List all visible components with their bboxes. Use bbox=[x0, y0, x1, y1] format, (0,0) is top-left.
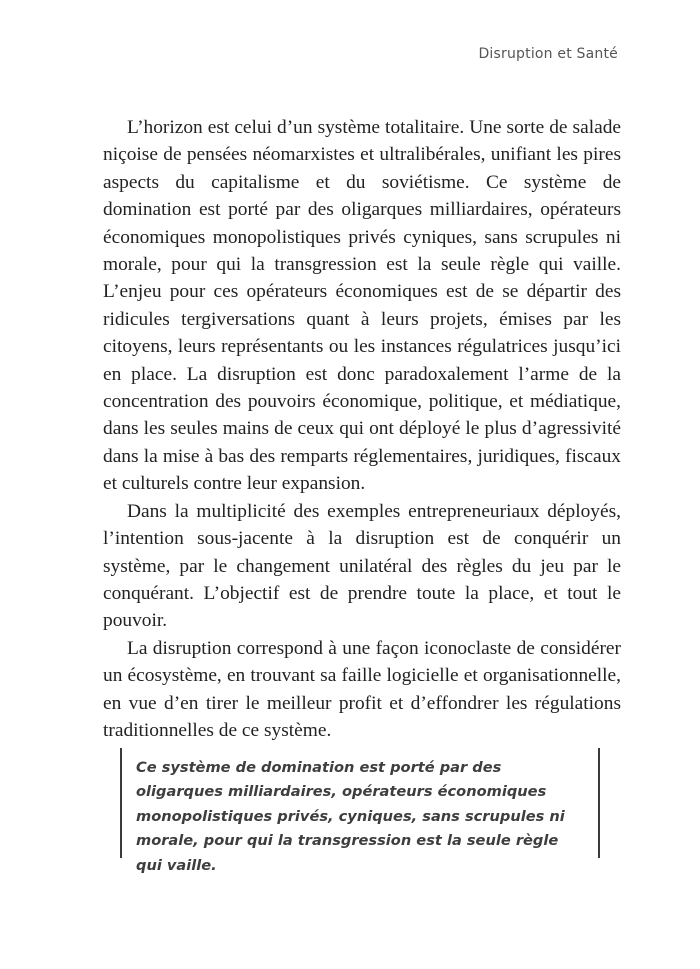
pull-quote-left-rule bbox=[120, 748, 122, 858]
pull-quote-right-rule bbox=[598, 748, 600, 858]
running-header: Disruption et Santé bbox=[478, 46, 618, 62]
pull-quote bbox=[120, 748, 600, 874]
body-text bbox=[103, 114, 621, 744]
paragraph-1: L’horizon est celui d’un système totalitaire. Une sorte de salade niçoise de pensées néomarxistes et ultralibérales, unifiant les pires aspects du capitalisme et du soviétisme. Ce système de domination est porté par des oligarques milliardaires, opérateurs économiques monopolistiques privés cyniques, sans scrupules ni morale, pour qui la transgression est la seule règle qui vaille. L’enjeu pour ces opérateurs économiques est de se départir des ridicules tergiversations quant à leurs projets, émises par les citoyens, leurs représentants ou les instances régulatrices jusqu’ici en place. La disruption est donc paradoxalement l’arme de la concentration des pouvoirs économique, politique, et médiatique, dans les seules mains de ceux qui ont déployé le plus d’agressivité dans la mise à bas des remparts réglementaires, juridiques, fiscaux et culturels contre leur expansion. bbox=[103, 117, 621, 495]
paragraph-2: Dans la multiplicité des exemples entrepreneuriaux déployés, l’intention sous-jacente à la disruption est de conquérir un système, par le changement unilatéral des règles du jeu par le conquérant. L’objectif est de prendre toute la place, et tout le pouvoir. bbox=[103, 500, 621, 632]
paragraph-3: La disruption correspond à une façon iconoclaste de considérer un écosystème, en trouvant sa faille logicielle et organisationnelle, en vue d’en tirer le meilleur profit et d’effondrer les régulations traditionnelles de ce système. bbox=[103, 637, 621, 741]
pull-quote-text: Ce système de domination est porté par des oligarques milliardaires, opérateurs économiques monopolistiques privés, cyniques, sans scrupules ni morale, pour qui la transgression est la seule règle qui vaille. bbox=[136, 759, 565, 874]
